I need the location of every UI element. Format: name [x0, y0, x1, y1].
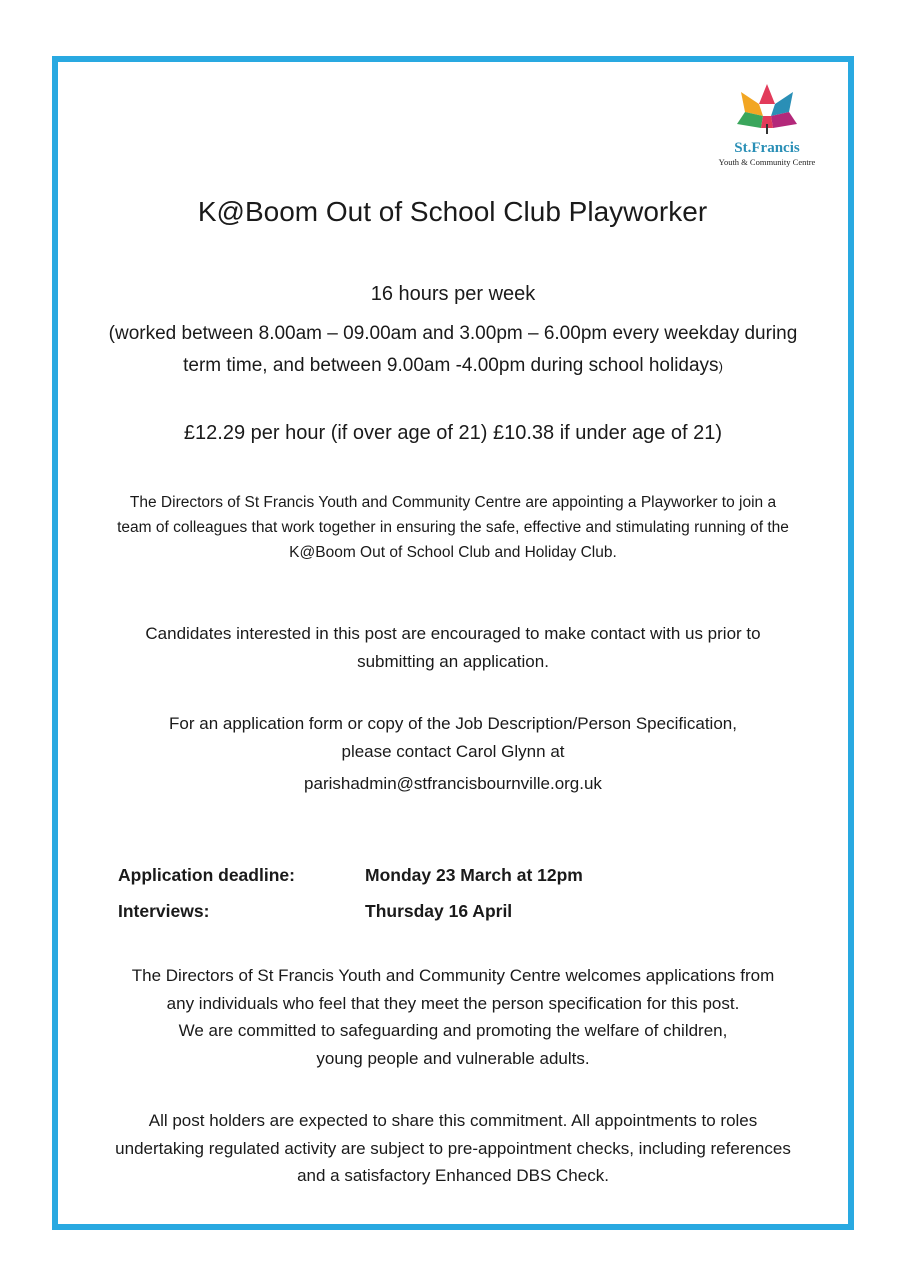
- post-holders-line: and a satisfactory Enhanced DBS Check.: [297, 1166, 609, 1185]
- hours-per-week: 16 hours per week: [370, 283, 536, 305]
- schedule-line: (worked between 8.00am – 09.00am and 3.00pm – 6.00pm every weekday during: [108, 323, 798, 344]
- post-holders-paragraph: [58, 1107, 848, 1190]
- intro-line: K@Boom Out of School Club and Holiday Club.: [289, 544, 617, 561]
- interviews-value: Thursday 16 April: [365, 901, 513, 921]
- candidates-paragraph: [58, 620, 848, 676]
- pay-rate: £12.29 per hour (if over age of 21) £10.38 if under age of 21): [183, 422, 723, 444]
- schedule-close-paren: ): [718, 359, 723, 374]
- intro-line: The Directors of St Francis Youth and Community Centre are appointing a Playworker to join a: [129, 494, 777, 511]
- interviews-label: Interviews:: [118, 901, 210, 921]
- deadline-value: Monday 23 March at 12pm: [365, 865, 583, 885]
- candidates-line: Candidates interested in this post are encouraged to make contact with us prior to: [145, 624, 761, 643]
- post-holders-line: All post holders are expected to share this commitment. All appointments to roles: [148, 1111, 758, 1130]
- application-form-line: please contact Carol Glynn at: [341, 742, 565, 761]
- logo-name: St.Francis: [734, 140, 800, 156]
- post-holders-line: undertaking regulated activity are subject to pre-appointment checks, including references: [115, 1138, 791, 1158]
- deadline-label: Application deadline:: [118, 865, 295, 885]
- intro-paragraph: [58, 490, 848, 565]
- schedule-text: [58, 318, 848, 383]
- logo-subtitle: Youth & Community Centre: [718, 157, 816, 167]
- welcome-line: The Directors of St Francis Youth and Community Centre welcomes applications from: [131, 966, 775, 985]
- intro-line: team of colleagues that work together in ensuring the safe, effective and stimulating running of the: [117, 519, 789, 536]
- schedule-line-text: term time, and between 9.00am -4.00pm during school holidays: [183, 355, 719, 376]
- welcome-line: any individuals who feel that they meet the person specification for this post.: [166, 993, 740, 1013]
- application-form-paragraph: [58, 710, 848, 766]
- welcome-paragraph: [58, 962, 848, 1072]
- welcome-line: young people and vulnerable adults.: [316, 1048, 590, 1068]
- candidates-line: submitting an application.: [357, 652, 549, 671]
- page-title: K@Boom Out of School Club Playworker: [197, 196, 708, 227]
- contact-email[interactable]: parishadmin@stfrancisbournville.org.uk: [304, 774, 602, 793]
- application-form-line: For an application form or copy of the Job Description/Person Specification,: [169, 714, 737, 733]
- welcome-line: We are committed to safeguarding and promoting the welfare of children,: [178, 1021, 728, 1040]
- schedule-line: [58, 350, 848, 383]
